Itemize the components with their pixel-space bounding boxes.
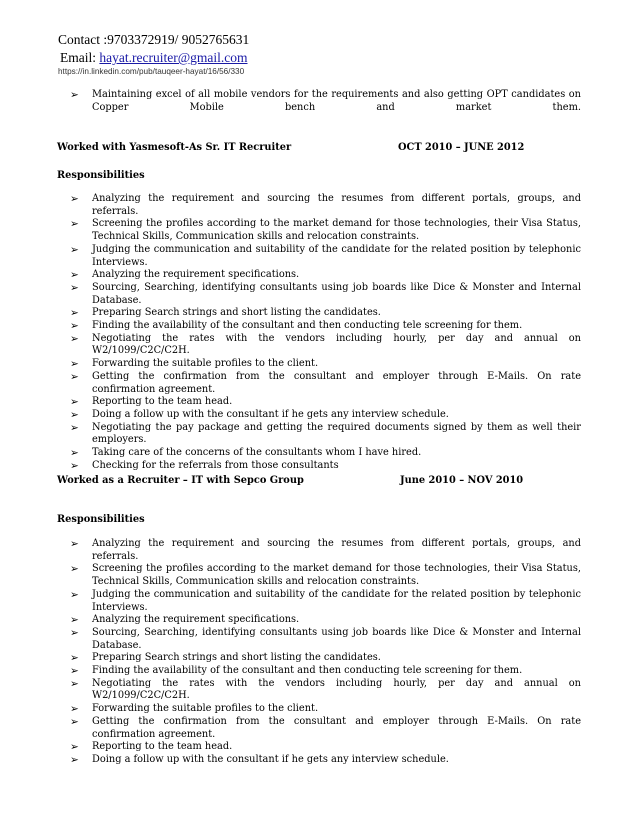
arrow-bullet-icon: ➢ xyxy=(70,408,79,421)
arrow-bullet-icon: ➢ xyxy=(70,741,79,754)
email-label: Email: xyxy=(60,50,100,65)
responsibilities-heading: Responsibilities xyxy=(57,170,145,181)
list-item: ➢ Getting the confirmation from the consultant and employer through E-Mails. On rate confirmation agreement. xyxy=(70,370,581,395)
arrow-bullet-icon: ➢ xyxy=(70,538,79,550)
list-item: ➢ Taking care of the concerns of the consultants whom I have hired. xyxy=(70,447,422,460)
list-item: ➢ Sourcing, Searching, identifying consultants using job boards like Dice & Monster and Internal Database. xyxy=(70,281,581,306)
list-item: ➢ Doing a follow up with the consultant if he gets any interview schedule. xyxy=(70,753,449,766)
arrow-bullet-icon: ➢ xyxy=(70,307,79,320)
list-item: ➢ Analyzing the requirement and sourcing the resumes from different portals, groups, and referrals. xyxy=(70,193,581,217)
arrow-bullet-icon: ➢ xyxy=(70,447,79,460)
list-item: ➢ Maintaining excel of all mobile vendors for the requirements and also getting OPT candidates on Copper Mobile bench and market them. xyxy=(70,89,581,113)
job-bullet-list xyxy=(70,193,581,472)
list-item: ➢ Finding the availability of the consultant and then conducting tele screening for them. xyxy=(70,665,523,678)
list-item: ➢ Checking for the referrals from those consultants xyxy=(70,459,339,472)
list-item: ➢ Negotiating the rates with the vendors including hourly, per day and annual on W2/1099/C2C/C2H. xyxy=(70,332,581,357)
job-header xyxy=(57,142,577,153)
list-item: ➢ Forwarding the suitable profiles to the client. xyxy=(70,703,319,716)
arrow-bullet-icon: ➢ xyxy=(70,269,79,282)
job-bullet-list xyxy=(70,538,581,767)
responsibilities-heading: Responsibilities xyxy=(57,514,145,525)
job-title: Worked as a Recruiter – IT with Sepco Group xyxy=(57,475,304,486)
arrow-bullet-icon: ➢ xyxy=(70,588,79,601)
list-item: ➢ Finding the availability of the consultant and then conducting tele screening for them. xyxy=(70,320,523,333)
job-header xyxy=(57,475,577,486)
list-item: ➢ Screening the profiles according to the market demand for those technologies, their Visa Status, Technical Skills, Communication skills and relocation constraints. xyxy=(70,563,581,588)
arrow-bullet-icon: ➢ xyxy=(70,218,79,231)
arrow-bullet-icon: ➢ xyxy=(70,626,79,639)
email-link[interactable]: hayat.recruiter@gmail.com xyxy=(99,50,248,65)
list-item: ➢ Preparing Search strings and short listing the candidates. xyxy=(70,307,381,320)
linkedin-url: https://in.linkedin.com/pub/tauqeer-hayat/16/56/330 xyxy=(58,67,245,76)
arrow-bullet-icon: ➢ xyxy=(70,652,79,665)
list-item: ➢ Forwarding the suitable profiles to the client. xyxy=(70,358,319,371)
arrow-bullet-icon: ➢ xyxy=(70,421,79,434)
arrow-bullet-icon: ➢ xyxy=(70,370,79,383)
arrow-bullet-icon: ➢ xyxy=(70,459,79,472)
list-item: ➢ Preparing Search strings and short listing the candidates. xyxy=(70,652,381,665)
list-item: ➢ Analyzing the requirement specifications. xyxy=(70,269,300,282)
arrow-bullet-icon: ➢ xyxy=(70,665,79,678)
list-item: ➢ Getting the confirmation from the consultant and employer through E-Mails. On rate confirmation agreement. xyxy=(70,715,581,740)
arrow-bullet-icon: ➢ xyxy=(70,281,79,294)
arrow-bullet-icon: ➢ xyxy=(70,753,79,766)
list-item: ➢ Negotiating the rates with the vendors including hourly, per day and annual on W2/1099/C2C/C2H. xyxy=(70,677,581,702)
list-item: ➢ Screening the profiles according to the market demand for those technologies, their Visa Status, Technical Skills, Communication skills and relocation constraints. xyxy=(70,218,581,243)
arrow-bullet-icon: ➢ xyxy=(70,703,79,716)
job-dates: June 2010 – NOV 2010 xyxy=(400,475,524,486)
contact-phone: Contact :9703372919/ 9052765631 xyxy=(58,32,250,47)
arrow-bullet-icon: ➢ xyxy=(70,358,79,371)
arrow-bullet-icon: ➢ xyxy=(70,614,79,627)
arrow-bullet-icon: ➢ xyxy=(70,89,79,101)
list-item: ➢ Sourcing, Searching, identifying consultants using job boards like Dice & Monster and Internal Database. xyxy=(70,626,581,651)
contact-email-line xyxy=(60,50,248,66)
arrow-bullet-icon: ➢ xyxy=(70,320,79,333)
list-item: ➢ Judging the communication and suitability of the candidate for the related position by telephonic Interviews. xyxy=(70,243,581,268)
arrow-bullet-icon: ➢ xyxy=(70,243,79,256)
list-item: ➢ Doing a follow up with the consultant if he gets any interview schedule. xyxy=(70,408,449,421)
list-item: ➢ Reporting to the team head. xyxy=(70,396,233,409)
arrow-bullet-icon: ➢ xyxy=(70,193,79,205)
list-item: ➢ Reporting to the team head. xyxy=(70,741,233,754)
list-item: ➢ Analyzing the requirement specifications. xyxy=(70,614,300,627)
list-item: ➢ Analyzing the requirement and sourcing the resumes from different portals, groups, and referrals. xyxy=(70,538,581,562)
arrow-bullet-icon: ➢ xyxy=(70,715,79,728)
arrow-bullet-icon: ➢ xyxy=(70,563,79,576)
job-title: Worked with Yasmesoft-As Sr. IT Recruiter xyxy=(57,142,292,153)
intro-bullet-list xyxy=(70,89,581,114)
list-item: ➢ Negotiating the pay package and getting the required documents signed by them as well their employers. xyxy=(70,421,581,446)
list-item: ➢ Judging the communication and suitability of the candidate for the related position by telephonic Interviews. xyxy=(70,588,581,613)
arrow-bullet-icon: ➢ xyxy=(70,677,79,690)
arrow-bullet-icon: ➢ xyxy=(70,396,79,409)
arrow-bullet-icon: ➢ xyxy=(70,332,79,345)
job-dates: OCT 2010 – JUNE 2012 xyxy=(398,142,525,153)
